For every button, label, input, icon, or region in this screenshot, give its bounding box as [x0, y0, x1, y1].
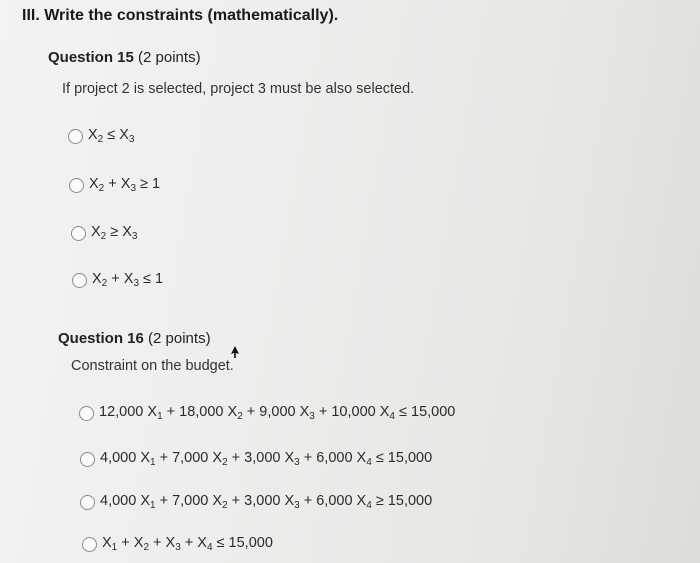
question-15-points: (2 points)	[138, 49, 201, 66]
q15-option-1-label: $X_2 \le X_3$	[88, 127, 135, 145]
q15-option-4[interactable]	[72, 271, 163, 289]
radio-circle-icon[interactable]	[72, 273, 87, 288]
q16-option-4[interactable]	[82, 535, 273, 553]
radio-circle-icon[interactable]	[82, 537, 97, 552]
question-16-points: (2 points)	[148, 330, 211, 347]
mouse-pointer-icon	[230, 346, 240, 358]
q16-option-1[interactable]	[79, 404, 455, 422]
q15-option-3-label: $X_2 \ge X_3$	[91, 224, 138, 242]
question-16-title: Question 16	[58, 330, 144, 347]
radio-circle-icon[interactable]	[68, 129, 83, 144]
question-15-title: Question 15	[48, 49, 134, 66]
q15-option-2-label: $X_2 + X_3 \ge 1$	[89, 176, 161, 194]
radio-circle-icon[interactable]	[69, 178, 84, 193]
q15-option-2[interactable]	[69, 176, 160, 194]
question-15-heading	[48, 49, 201, 66]
q16-option-2-label: 4,000 $X_1 + 7,000$ $X_2 + 3,000$ $X_3 + 6,000$ $X_4 \le 15,000$	[100, 450, 433, 468]
question-16-heading	[58, 330, 211, 347]
q16-option-2[interactable]	[80, 450, 432, 468]
radio-circle-icon[interactable]	[80, 495, 95, 510]
radio-circle-icon[interactable]	[71, 226, 86, 241]
radio-circle-icon[interactable]	[80, 452, 95, 467]
q15-option-4-label: $X_2 + X_3 \le 1$	[92, 271, 164, 289]
radio-circle-icon[interactable]	[79, 406, 94, 421]
question-16-prompt: Constraint on the budget.	[71, 358, 234, 374]
q16-option-3[interactable]	[80, 493, 432, 511]
q16-option-3-label: 4,000 $X_1 + 7,000$ $X_2 + 3,000$ $X_3 + 6,000$ $X_4 \ge 15,000$	[100, 493, 433, 511]
section-title: III. Write the constraints (mathematically).	[22, 7, 339, 24]
q15-option-3[interactable]	[71, 224, 137, 242]
q15-option-1[interactable]	[68, 127, 134, 145]
q16-option-4-label: $X_1 + X_2 + X_3 + X_4 \le 15,000$	[102, 535, 273, 553]
q16-option-1-label: 12,000 $X_1 + 18,000$ $X_2 + 9,000$ $X_3 + 10,000$ $X_4 \le 15,000$	[99, 404, 456, 422]
question-15-prompt: If project 2 is selected, project 3 must be also selected.	[62, 81, 415, 97]
